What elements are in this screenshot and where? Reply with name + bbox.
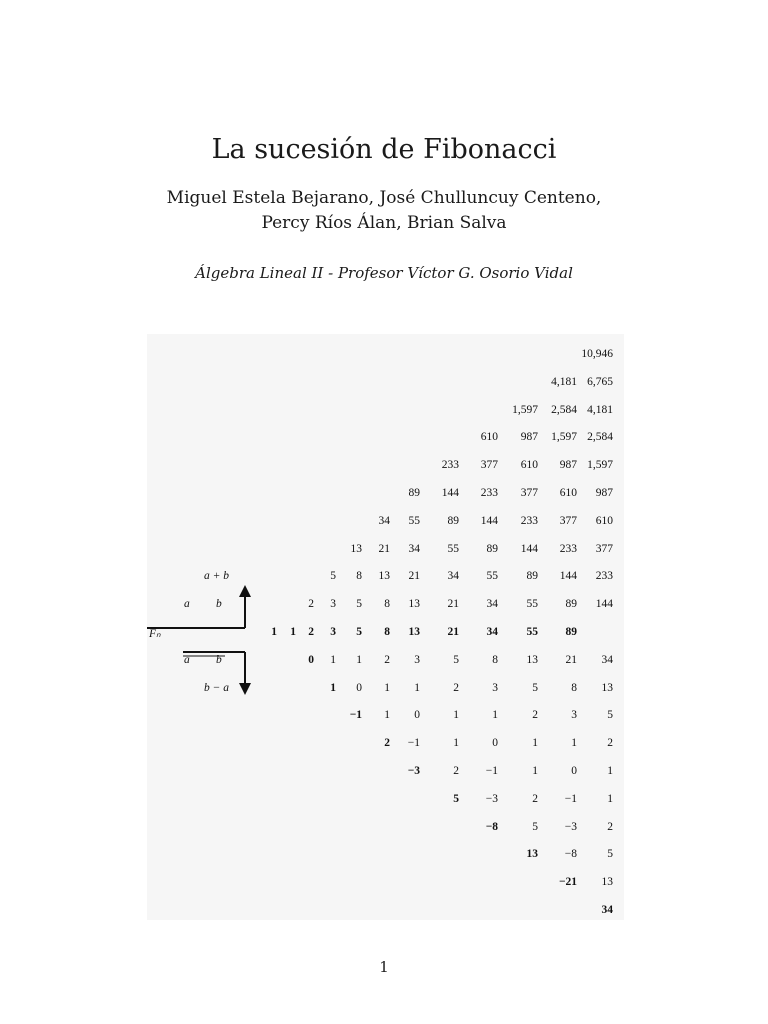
table-cell: 89 [526, 570, 538, 583]
label-a-bottom: a [184, 654, 190, 666]
table-cell: 89 [408, 487, 420, 499]
table-cell: 13 [526, 848, 538, 861]
table-cell: −8 [564, 848, 577, 861]
table-cell: 10,946 [581, 348, 613, 360]
table-cell: 2 [607, 820, 613, 833]
table-cell: 8 [356, 570, 362, 583]
page-number: 1 [379, 958, 389, 976]
table-cell: 2,584 [551, 403, 577, 416]
table-cell: 13 [526, 653, 538, 666]
table-cell: 5 [453, 792, 459, 805]
label-b-minus-a: b − a [204, 682, 230, 694]
table-cell: 3 [492, 681, 498, 694]
author-line-2: Percy Ríos Álan, Brian Salva [261, 213, 507, 233]
table-cell: 34 [486, 598, 498, 611]
table-cell: −1 [564, 792, 577, 805]
table-cell: −3 [485, 792, 498, 805]
table-cell: 2 [384, 737, 390, 750]
table-cell: 1 [330, 681, 336, 694]
table-cell: 0 [492, 737, 498, 750]
table-cell: 4,181 [551, 375, 577, 388]
table-cell: 233 [520, 514, 538, 527]
table-cell: 144 [480, 514, 498, 527]
table-cell: 0 [308, 653, 314, 666]
table-cell: 21 [408, 570, 420, 583]
table-cell: 2 [453, 765, 459, 777]
table-cell: 233 [595, 570, 613, 583]
table-cell: 89 [565, 626, 577, 638]
table-cell: 1 [384, 681, 390, 694]
table-cell: 3 [571, 709, 577, 722]
label-b-top: b [216, 598, 222, 610]
table-cell: 5 [330, 570, 336, 583]
table-cell: 4,181 [587, 403, 613, 416]
table-cell: 5 [356, 598, 362, 611]
table-cell: 13 [408, 598, 420, 611]
table-cell: −3 [407, 765, 420, 777]
table-cell: 144 [441, 487, 459, 499]
table-cell: 1 [290, 626, 296, 638]
author-list [0, 186, 768, 236]
table-cell: 8 [571, 681, 577, 694]
table-cell: 1 [532, 737, 538, 750]
table-cell: 34 [378, 514, 390, 527]
table-cell: 5 [453, 653, 459, 666]
table-cell: 8 [384, 598, 390, 611]
table-cell: 987 [595, 487, 613, 499]
table-cell: 5 [532, 681, 538, 694]
table-cell: −1 [485, 765, 498, 777]
table-cell: 2 [532, 709, 538, 722]
table-cell: 5 [607, 848, 613, 861]
table-cell: 34 [486, 626, 498, 638]
label-fn: Fₙ [149, 628, 161, 640]
table-cell: 2 [384, 653, 390, 666]
author-line-1: Miguel Estela Bejarano, José Chulluncuy Centeno, [166, 188, 602, 208]
table-cell: 1 [492, 709, 498, 722]
table-cell: 1 [453, 709, 459, 722]
table-cell: 1 [330, 653, 336, 666]
table-cell: 610 [480, 431, 498, 444]
table-cell: 1 [607, 765, 613, 777]
table-cell: 610 [520, 459, 538, 472]
down-arrow-icon [239, 683, 251, 695]
table-cell: 6,765 [587, 375, 613, 388]
table-cell: −1 [407, 737, 420, 750]
table-cell: 0 [571, 765, 577, 777]
table-cell: 55 [526, 598, 538, 611]
table-cell: 89 [447, 514, 459, 527]
table-cell: 5 [532, 820, 538, 833]
table-cell: −3 [564, 820, 577, 833]
table-cell: −21 [558, 876, 577, 889]
table-cell: 2,584 [587, 431, 613, 444]
table-cell: 21 [447, 598, 459, 611]
table-cell: 2 [532, 792, 538, 805]
table-cell: 3 [330, 626, 336, 638]
table-cell: 1,597 [512, 403, 538, 416]
table-cell: 144 [595, 598, 613, 611]
table-cell: 21 [378, 542, 390, 555]
table-cell: 13 [350, 542, 362, 555]
table-cell: 5 [607, 709, 613, 722]
table-cell: 21 [565, 653, 577, 666]
table-cell: 5 [356, 626, 362, 638]
table-cell: 2 [607, 737, 613, 750]
table-cell: 233 [441, 459, 459, 472]
table-cell: 1 [532, 765, 538, 777]
table-cell: 8 [492, 653, 498, 666]
table-cell: 89 [486, 542, 498, 555]
table-cell: 55 [486, 570, 498, 583]
table-cell: 55 [526, 626, 538, 638]
table-cell: 13 [601, 681, 613, 694]
table-cell: 0 [356, 681, 362, 694]
table-cell: 34 [408, 542, 420, 555]
table-cell: 1 [271, 626, 277, 638]
table-cell: 13 [408, 626, 420, 638]
table-cell: 377 [480, 459, 498, 472]
table-cell: 1 [384, 709, 390, 722]
table-cell: 13 [601, 876, 613, 889]
table-cell: 1,597 [551, 431, 577, 444]
table-cell: 34 [447, 570, 459, 583]
table-cell: 144 [559, 570, 577, 583]
table-cell: 233 [559, 542, 577, 555]
table-cell: 987 [520, 431, 538, 444]
table-cell: 89 [565, 598, 577, 611]
table-cell: 2 [308, 626, 314, 638]
table-cell: 1,597 [587, 459, 613, 472]
paper-title: La sucesión de Fibonacci [211, 134, 557, 165]
table-cell: 377 [559, 514, 577, 527]
table-cell: 55 [408, 514, 420, 527]
table-cell: 987 [559, 459, 577, 472]
label-a-top: a [184, 598, 190, 610]
table-cell: 144 [520, 542, 538, 555]
table-cell: 1 [453, 737, 459, 750]
table-cell: 2 [308, 598, 314, 611]
table-cell: 1 [607, 792, 613, 805]
table-cell: 377 [520, 487, 538, 499]
table-cell: 13 [378, 570, 390, 583]
table-cell: 1 [571, 737, 577, 750]
table-cell: 21 [447, 626, 459, 638]
table-cell: 1 [414, 681, 420, 694]
up-arrow-icon [239, 585, 251, 597]
table-cell: 2 [453, 681, 459, 694]
label-a-plus-b: a + b [204, 570, 230, 582]
table-cell: 34 [601, 653, 613, 666]
table-cell: 8 [384, 626, 390, 638]
table-cell: 610 [559, 487, 577, 499]
table-cell: 233 [480, 487, 498, 499]
table-cell: 0 [414, 709, 420, 722]
table-cell: 1 [356, 653, 362, 666]
fibonacci-figure [147, 334, 624, 920]
table-cell: −1 [349, 709, 362, 722]
course-line: Álgebra Lineal II - Profesor Víctor G. Osorio Vidal [195, 264, 573, 282]
table-cell: 3 [330, 598, 336, 611]
label-b-bottom: b [216, 654, 222, 666]
table-cell: 3 [414, 653, 420, 666]
table-cell: 377 [595, 542, 613, 555]
table-cell: 55 [447, 542, 459, 555]
table-cell: 34 [601, 904, 613, 916]
table-cell: −8 [485, 820, 498, 833]
table-cell: 610 [595, 514, 613, 527]
